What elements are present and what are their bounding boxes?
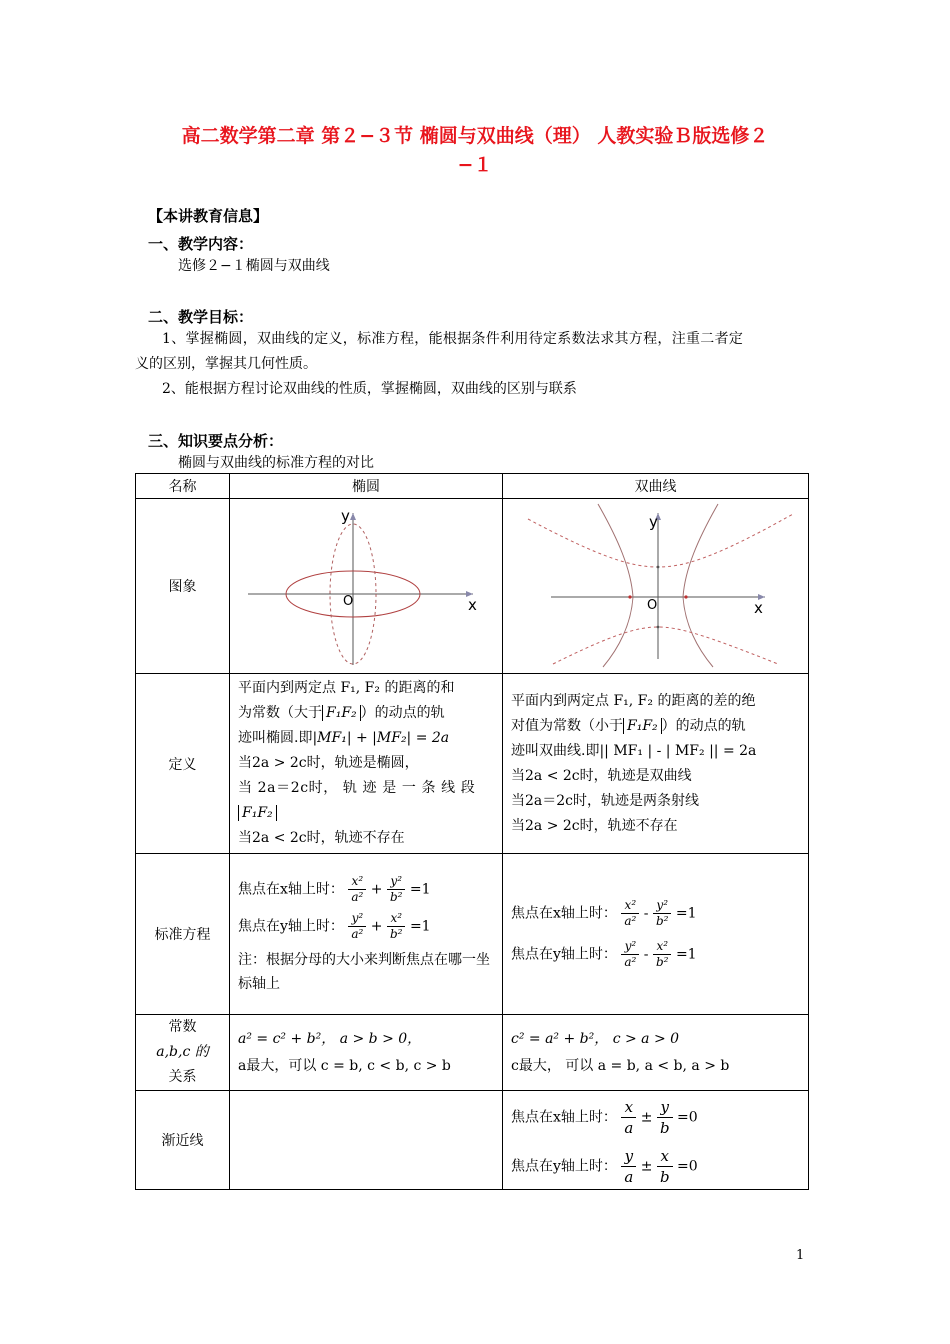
- row-label-graph: 图象: [136, 499, 230, 674]
- goal-1b: 义的区别，掌握其几何性质。: [135, 356, 317, 372]
- frac-y2-b2: [387, 874, 406, 905]
- ellipse-eq-x: [238, 874, 494, 905]
- page-title: [130, 122, 820, 180]
- table-header-row: [136, 474, 809, 499]
- conjugate-upper-branch: [528, 514, 793, 567]
- num: y: [657, 1097, 673, 1118]
- frac-y-b: [657, 1097, 673, 1138]
- hyperbola-right-branch: [683, 504, 718, 667]
- den: b²: [389, 890, 403, 904]
- const-label-b: a,b,c 的: [156, 1044, 209, 1060]
- num: y: [621, 1146, 636, 1167]
- ellipse-def-l2a: 为常数（大于: [238, 705, 322, 721]
- origin-label: O: [343, 594, 354, 609]
- frac-x2-b2: [653, 939, 672, 970]
- ellipse-def-l3b: |MF₁| + |MF₂| = 2a: [312, 730, 450, 746]
- plus: +: [370, 881, 383, 898]
- hyperbola-graph: [503, 499, 808, 669]
- ellipse-eq-x-label: 焦点在x轴上时：: [238, 881, 344, 898]
- vertex-bottom: [657, 626, 660, 629]
- constants-row: [136, 1015, 809, 1091]
- sec1-text: 选修２−１椭圆与双曲线: [178, 258, 330, 274]
- ellipse-def-l3a: 迹叫椭圆.即: [238, 730, 313, 746]
- conjugate-lower-branch: [553, 627, 778, 664]
- ellipse-eq-note: 注：根据分母的大小来判断焦点在哪一坐标轴上: [238, 952, 490, 992]
- vertex-top: [657, 566, 660, 569]
- y-label: y: [341, 507, 350, 525]
- ellipse-graph-cell: [230, 499, 503, 674]
- hyperbola-left-branch: [598, 504, 633, 667]
- den: a²: [624, 955, 637, 969]
- num: y²: [387, 874, 406, 890]
- num: x: [621, 1097, 636, 1118]
- den: b: [659, 1119, 670, 1137]
- hyperbola-asym-cell: [503, 1091, 809, 1190]
- den: a: [624, 1168, 634, 1186]
- hyper-eq-y-label: 焦点在y轴上时：: [511, 946, 617, 963]
- const-label-a: 常数: [168, 1019, 197, 1035]
- ellipse-asym-cell: [230, 1091, 503, 1190]
- table-caption: 椭圆与双曲线的标准方程的对比: [178, 455, 374, 471]
- hyper-const-l2: c最大， 可以 a = b, a < b, a > b: [511, 1057, 730, 1074]
- frac-y2-a2: [621, 939, 639, 970]
- ellipse-eq-cell: [230, 854, 503, 1015]
- num: y²: [653, 898, 672, 914]
- header-hyperbola: 双曲线: [503, 474, 809, 499]
- row-label-eq: 标准方程: [136, 854, 230, 1015]
- header-ellipse: 椭圆: [230, 474, 503, 499]
- ellipse-def-l2b: ）的动点的轨: [360, 705, 445, 721]
- hyper-def-l3: [511, 739, 800, 764]
- hyperbola-def-cell: [503, 674, 809, 854]
- hyper-def-l2: [511, 714, 800, 739]
- minus: -: [643, 905, 649, 922]
- hyper-eq-x-label: 焦点在x轴上时：: [511, 905, 617, 922]
- hyperbola-eq-cell: [503, 854, 809, 1015]
- row-label-asym: 渐近线: [136, 1091, 230, 1190]
- y-axis-arrow: [350, 513, 356, 520]
- den: b: [659, 1168, 670, 1186]
- frac-y-a: [621, 1146, 636, 1187]
- den: b²: [655, 955, 669, 969]
- num: y²: [621, 939, 639, 955]
- row-label-def: 定义: [136, 674, 230, 854]
- ellipse-def-l6: F₁F₂: [238, 805, 277, 821]
- comparison-table: [135, 473, 809, 1190]
- hyper-def-l1: 平面内到两定点 F₁, F₂ 的距离的差的绝: [511, 692, 756, 709]
- ellipse-def-l2: [238, 701, 494, 726]
- const-label-c: 关系: [168, 1069, 197, 1085]
- ellipse-eq-y: [238, 911, 494, 942]
- frac-x2-a2: [621, 898, 639, 929]
- origin-label: O: [647, 598, 658, 613]
- eq-one: =1: [409, 881, 431, 898]
- num: x²: [621, 898, 639, 914]
- sec2-heading: 二、教学目标：: [148, 308, 254, 326]
- frac-x-b: [657, 1146, 673, 1187]
- ellipse-def-l1: 平面内到两定点 F₁, F₂ 的距离的和: [238, 680, 455, 696]
- asym-y-label: 焦点在y轴上时：: [511, 1158, 617, 1175]
- plus-minus: ±: [640, 1158, 653, 1175]
- hyper-eq-y: [511, 939, 800, 970]
- den: a²: [351, 927, 364, 941]
- frac-x2-b2: [387, 911, 406, 942]
- definition-row: [136, 674, 809, 854]
- ellipse-graph: [230, 499, 502, 669]
- header-name: 名称: [136, 474, 230, 499]
- hyper-def-l6: 当2a > 2c时，轨迹不存在: [511, 817, 678, 834]
- title-line-1: 高二数学第二章 第２−３节 椭圆与双曲线（理） 人教实验Ｂ版选修２: [181, 125, 769, 147]
- ellipse-const-l2: a最大，可以 c = b, c < b, c > b: [238, 1057, 451, 1074]
- focus-right: [684, 595, 687, 598]
- hyper-def-l3b: || MF₁ | - | MF₂ || = 2a: [599, 742, 757, 759]
- ellipse-def-l5: 当 2a＝2c时， 轨 迹 是 一 条 线 段: [238, 780, 476, 796]
- ellipse-def-l7: 当2a < 2c时，轨迹不存在: [238, 830, 405, 846]
- frac-y2-b2: [653, 898, 672, 929]
- ellipse-def-l3: [238, 726, 494, 751]
- goal-2: 2、能根据方程讨论双曲线的性质，掌握椭圆，双曲线的区别与联系: [162, 381, 577, 397]
- x-label: x: [754, 599, 763, 617]
- hyper-def-l4: 当2a < 2c时，轨迹是双曲线: [511, 767, 692, 784]
- frac-x2-a2: [348, 874, 366, 905]
- eq-one: =1: [675, 946, 697, 963]
- ellipse-const-cell: [230, 1015, 503, 1091]
- hyper-def-l5: 当2a＝2c时，轨迹是两条射线: [511, 792, 700, 809]
- hyper-eq-x: [511, 898, 800, 929]
- asym-x-label: 焦点在x轴上时：: [511, 1109, 617, 1126]
- asymptote-row: [136, 1091, 809, 1190]
- ellipse-def-l6-wrap: [238, 801, 494, 826]
- num: x: [657, 1146, 673, 1167]
- ellipse-def-l4: 当2a > 2c时，轨迹是椭圆，: [238, 755, 419, 771]
- asym-x: [511, 1097, 800, 1138]
- den: a²: [624, 914, 637, 928]
- y-label: y: [649, 513, 658, 531]
- hyperbola-const-cell: [503, 1015, 809, 1091]
- eq-zero: =0: [677, 1158, 698, 1175]
- row-label-const: [136, 1015, 230, 1091]
- ellipse-def-l2abs: F₁F₂: [322, 705, 361, 721]
- section-info-heading: 【本讲教育信息】: [148, 207, 269, 225]
- eq-zero: =0: [677, 1109, 698, 1126]
- title-line-2: −１: [457, 154, 493, 176]
- ellipse-const-l1: a² = c² + b²， a > b > 0，: [238, 1030, 422, 1047]
- eq-one: =1: [675, 905, 697, 922]
- sec3-heading: 三、知识要点分析：: [148, 432, 284, 450]
- equation-row: [136, 854, 809, 1015]
- den: b²: [389, 927, 403, 941]
- focus-left: [628, 595, 631, 598]
- sec1-heading: 一、教学内容：: [148, 235, 254, 253]
- frac-y2-a2: [348, 911, 366, 942]
- plus: +: [370, 918, 383, 935]
- den: b²: [655, 914, 669, 928]
- ellipse-eq-y-label: 焦点在y轴上时：: [238, 918, 344, 935]
- hyper-def-l2a: 对值为常数（小于: [511, 717, 623, 734]
- hyper-def-l3a: 迹叫双曲线.即: [511, 742, 600, 759]
- hyper-def-l2b: ）的动点的轨: [661, 717, 746, 734]
- num: x²: [387, 911, 406, 927]
- goal-1a: 1、掌握椭圆，双曲线的定义，标准方程，能根据条件利用待定系数法求其方程，注重二者定: [162, 331, 744, 347]
- hyper-const-l1: c² = a² + b²， c > a > 0: [511, 1030, 680, 1047]
- den: a: [624, 1119, 634, 1137]
- num: x²: [348, 874, 366, 890]
- page-number: 1: [796, 1248, 805, 1263]
- num: y²: [348, 911, 366, 927]
- asym-y: [511, 1146, 800, 1187]
- hyper-def-l2abs: F₁F₂: [623, 718, 662, 734]
- graph-row: [136, 499, 809, 674]
- num: x²: [653, 939, 672, 955]
- minus: -: [643, 946, 649, 963]
- frac-x-a: [621, 1097, 636, 1138]
- x-label: x: [468, 596, 477, 614]
- ellipse-def-cell: [230, 674, 503, 854]
- hyperbola-graph-cell: [503, 499, 809, 674]
- den: a²: [351, 890, 364, 904]
- eq-one: =1: [409, 918, 431, 935]
- plus-minus: ±: [640, 1109, 653, 1126]
